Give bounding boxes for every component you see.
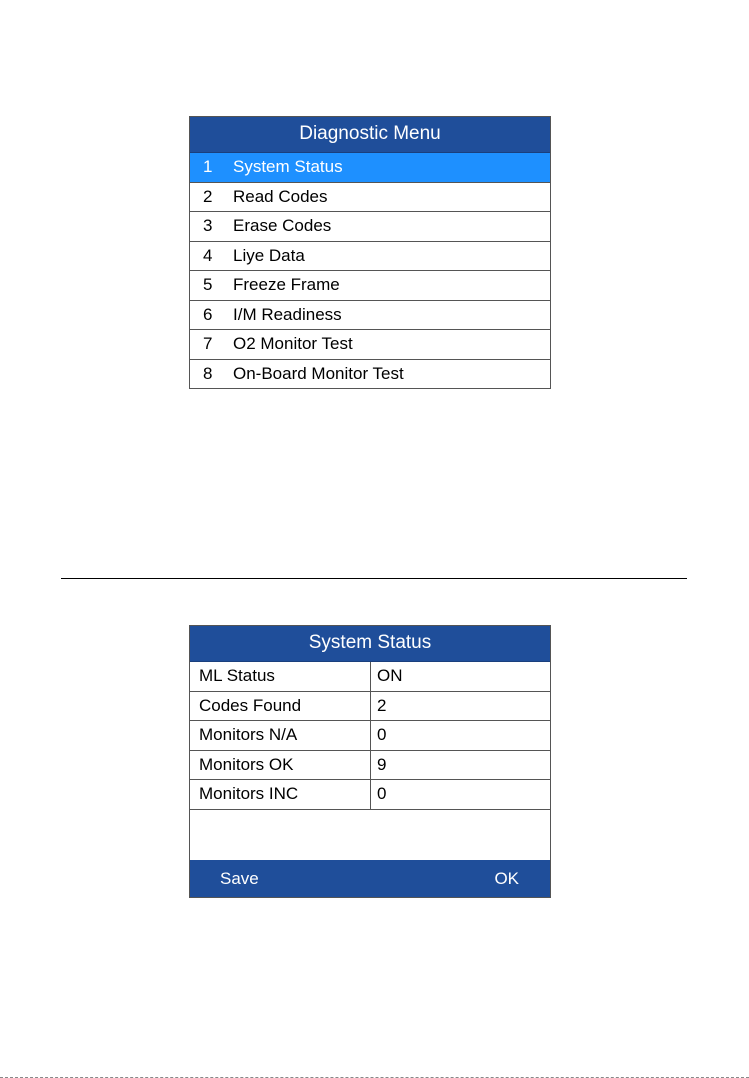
- table-row: [190, 751, 550, 781]
- menu-item-number: 7: [203, 334, 213, 354]
- menu-item-label: Liye Data: [233, 245, 305, 265]
- ok-button[interactable]: OK: [494, 868, 519, 888]
- menu-list: [190, 153, 550, 389]
- menu-item-label: I/M Readiness: [233, 304, 342, 324]
- menu-item-number: 6: [203, 304, 213, 324]
- status-value: 0: [377, 725, 387, 745]
- menu-item-label: Erase Codes: [233, 216, 332, 236]
- status-footer: [190, 860, 550, 897]
- menu-item-label: Freeze Frame: [233, 275, 340, 295]
- status-label: Monitors INC: [190, 780, 371, 809]
- table-row: [190, 692, 550, 722]
- menu-item-number: 8: [203, 364, 213, 384]
- system-status-screen: [189, 625, 551, 898]
- save-button[interactable]: Save: [220, 868, 259, 888]
- menu-item-number: 1: [203, 157, 213, 177]
- menu-item-on-board-monitor-test[interactable]: [190, 360, 550, 390]
- status-label: Monitors N/A: [190, 721, 371, 750]
- menu-item-label: On-Board Monitor Test: [233, 364, 404, 384]
- status-value: 0: [377, 784, 387, 804]
- diagnostic-menu-screen: [189, 116, 551, 389]
- menu-item-label: Read Codes: [233, 186, 328, 206]
- menu-item-im-readiness[interactable]: [190, 301, 550, 331]
- table-row: [190, 721, 550, 751]
- menu-title: Diagnostic Menu: [190, 117, 550, 153]
- menu-item-live-data[interactable]: [190, 242, 550, 272]
- status-label: ML Status: [190, 662, 371, 691]
- status-value: 2: [377, 695, 387, 715]
- status-empty-area: [190, 810, 550, 861]
- menu-item-number: 5: [203, 275, 213, 295]
- status-label: Monitors OK: [190, 751, 371, 780]
- menu-item-read-codes[interactable]: [190, 183, 550, 213]
- menu-item-label: System Status: [233, 157, 343, 177]
- status-title: System Status: [190, 626, 550, 662]
- section-divider: [61, 578, 687, 579]
- menu-item-number: 4: [203, 245, 213, 265]
- status-label: Codes Found: [190, 692, 371, 721]
- menu-item-erase-codes[interactable]: [190, 212, 550, 242]
- table-row: [190, 780, 550, 810]
- status-value: 9: [377, 754, 387, 774]
- menu-item-system-status[interactable]: [190, 153, 550, 183]
- menu-item-freeze-frame[interactable]: [190, 271, 550, 301]
- menu-item-o2-monitor-test[interactable]: [190, 330, 550, 360]
- status-table: [190, 662, 550, 810]
- menu-item-label: O2 Monitor Test: [233, 334, 353, 354]
- menu-item-number: 2: [203, 186, 213, 206]
- menu-item-number: 3: [203, 216, 213, 236]
- table-row: [190, 662, 550, 692]
- status-value: ON: [377, 666, 403, 686]
